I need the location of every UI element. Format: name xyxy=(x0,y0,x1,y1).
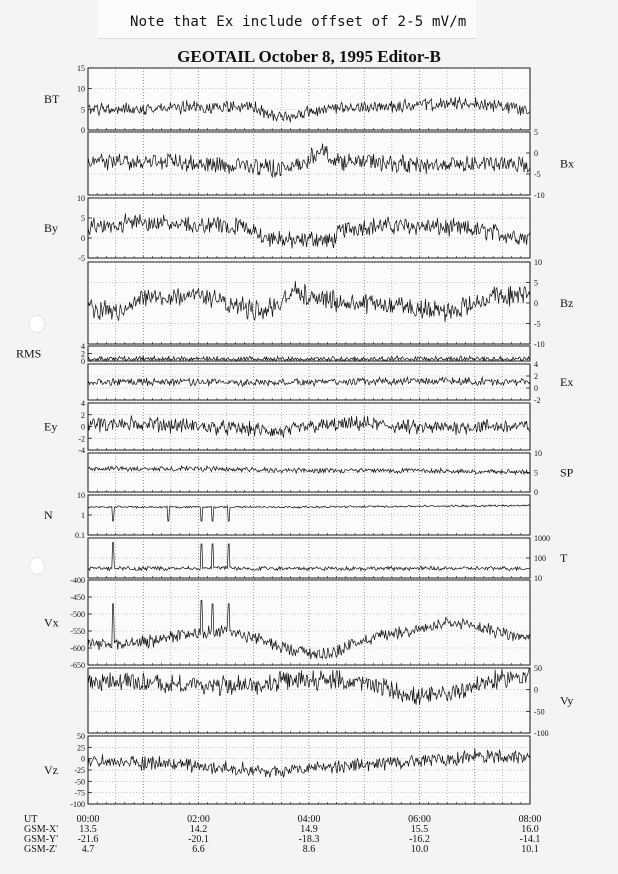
gsm-row-label: GSM-Y' xyxy=(24,834,59,845)
gsm-value: 8.6 xyxy=(302,844,316,855)
ytick-label-Vz: -50 xyxy=(74,777,85,787)
ytick-label-Vz: 25 xyxy=(77,743,85,753)
gsm-row-label: GSM-Z' xyxy=(24,844,57,855)
gsm-value: -21.6 xyxy=(77,834,99,845)
ytick-label-Bx: 5 xyxy=(534,128,538,137)
gsm-value: -16.2 xyxy=(409,834,430,845)
ytick-label-T: 100 xyxy=(534,554,546,563)
ytick-label-Vz: 0 xyxy=(81,754,85,764)
ytick-label-BT: 10 xyxy=(77,84,85,94)
gsm-value: 13.5 xyxy=(79,824,97,835)
panel-label-Bx: Bx xyxy=(560,156,575,171)
panel-label-Vz: Vz xyxy=(44,763,58,777)
ytick-label-Vy: 50 xyxy=(534,664,542,673)
ytick-label-Ex: -2 xyxy=(534,396,541,405)
gsm-value: 14.9 xyxy=(300,824,318,835)
ytick-label-Vx: -450 xyxy=(70,593,85,602)
gsm-value: 10.0 xyxy=(410,844,429,855)
panel-label-Vy: Vy xyxy=(560,693,574,708)
ytick-label-Ex: 2 xyxy=(534,372,538,381)
panel-label-Ex: Ex xyxy=(560,375,574,389)
ytick-label-Ey: -2 xyxy=(78,434,85,444)
ytick-label-Vy: 0 xyxy=(534,685,538,695)
ytick-label-Bx: 0 xyxy=(534,149,538,158)
ytick-label-Vx: -550 xyxy=(70,627,85,636)
x-tick-label: 02:00 xyxy=(187,814,210,825)
gsm-value: -14.1 xyxy=(519,834,541,845)
gsm-value: 15.5 xyxy=(410,824,429,835)
panel-label-RMS: RMS xyxy=(16,346,42,361)
ytick-label-By: 5 xyxy=(81,214,85,223)
chart-title: GEOTAIL October 8, 1995 Editor-B xyxy=(177,47,441,66)
gsm-value: 16.0 xyxy=(521,824,539,835)
panel-label-Vx: Vx xyxy=(44,615,59,630)
ytick-label-Vy: -50 xyxy=(534,707,545,717)
ytick-label-Vz: -25 xyxy=(74,766,85,775)
ytick-label-Vx: -500 xyxy=(70,610,85,619)
x-tick-label: 08:00 xyxy=(518,814,542,825)
ytick-label-Vz: -100 xyxy=(70,800,85,809)
ytick-label-Ex: 0 xyxy=(534,384,538,393)
ytick-label-RMS: 2 xyxy=(81,349,85,359)
ytick-label-Bz: -10 xyxy=(534,340,545,349)
ytick-label-RMS: 4 xyxy=(81,342,85,351)
ytick-label-Bz: 5 xyxy=(534,278,538,288)
ytick-label-Bz: 10 xyxy=(534,258,542,267)
panel-label-SP: SP xyxy=(560,465,574,480)
ytick-label-N: 1 xyxy=(81,511,85,520)
gsm-value: -18.3 xyxy=(298,834,320,845)
gsm-value: 4.7 xyxy=(81,844,95,855)
ytick-label-Bz: 0 xyxy=(534,299,538,308)
ytick-label-N: 10 xyxy=(77,491,85,500)
gsm-row-label: GSM-X' xyxy=(24,824,59,835)
ytick-label-N: 0.1 xyxy=(75,531,85,540)
ytick-label-Vx: -400 xyxy=(70,576,85,585)
x-tick-label: 04:00 xyxy=(297,814,321,825)
ytick-label-Ex: 4 xyxy=(534,360,538,369)
offset-note: Note that Ex include offset of 2-5 mV/m xyxy=(130,14,467,30)
ytick-label-SP: 10 xyxy=(534,449,542,458)
ytick-label-By: 0 xyxy=(81,234,85,243)
ytick-label-Bx: -5 xyxy=(534,170,541,179)
ytick-label-Vz: -75 xyxy=(74,788,85,798)
ytick-label-T: 1000 xyxy=(534,534,550,543)
ytick-label-By: -5 xyxy=(78,254,85,263)
ytick-label-By: 10 xyxy=(77,194,85,203)
ytick-label-SP: 0 xyxy=(534,488,538,497)
ytick-label-SP: 5 xyxy=(534,468,538,478)
ytick-label-Vz: 50 xyxy=(77,732,85,741)
x-tick-label: 00:00 xyxy=(76,814,100,825)
x-axis-label: UT xyxy=(24,814,38,825)
ytick-label-RMS: 0 xyxy=(81,357,85,366)
ytick-label-BT: 5 xyxy=(81,105,85,115)
panel-label-Ey: Ey xyxy=(44,419,58,434)
ytick-label-Bz: -5 xyxy=(534,319,541,329)
ytick-label-T: 10 xyxy=(534,574,542,583)
ytick-label-Bx: -10 xyxy=(534,191,545,200)
panel-label-Bz: Bz xyxy=(560,296,574,310)
ytick-label-Ey: 2 xyxy=(81,410,85,420)
ytick-label-Ey: 4 xyxy=(81,399,85,408)
ytick-label-BT: 15 xyxy=(77,64,85,73)
ytick-label-Vx: -600 xyxy=(70,644,85,653)
panel-label-By: By xyxy=(44,221,59,235)
ytick-label-BT: 0 xyxy=(81,126,85,135)
gsm-value: 10.1 xyxy=(521,844,539,855)
gsm-value: 6.6 xyxy=(192,844,205,855)
x-tick-label: 06:00 xyxy=(408,814,431,825)
gsm-value: -20.1 xyxy=(188,834,209,845)
gsm-value: 14.2 xyxy=(189,824,208,835)
ytick-label-Ey: 0 xyxy=(81,422,85,432)
panel-label-T: T xyxy=(560,551,568,565)
ytick-label-Vy: -100 xyxy=(534,729,549,738)
panel-label-N: N xyxy=(44,508,53,522)
ytick-label-Vx: -650 xyxy=(70,661,85,670)
panel-label-BT: BT xyxy=(44,92,60,106)
ytick-label-Ey: -4 xyxy=(78,446,85,455)
